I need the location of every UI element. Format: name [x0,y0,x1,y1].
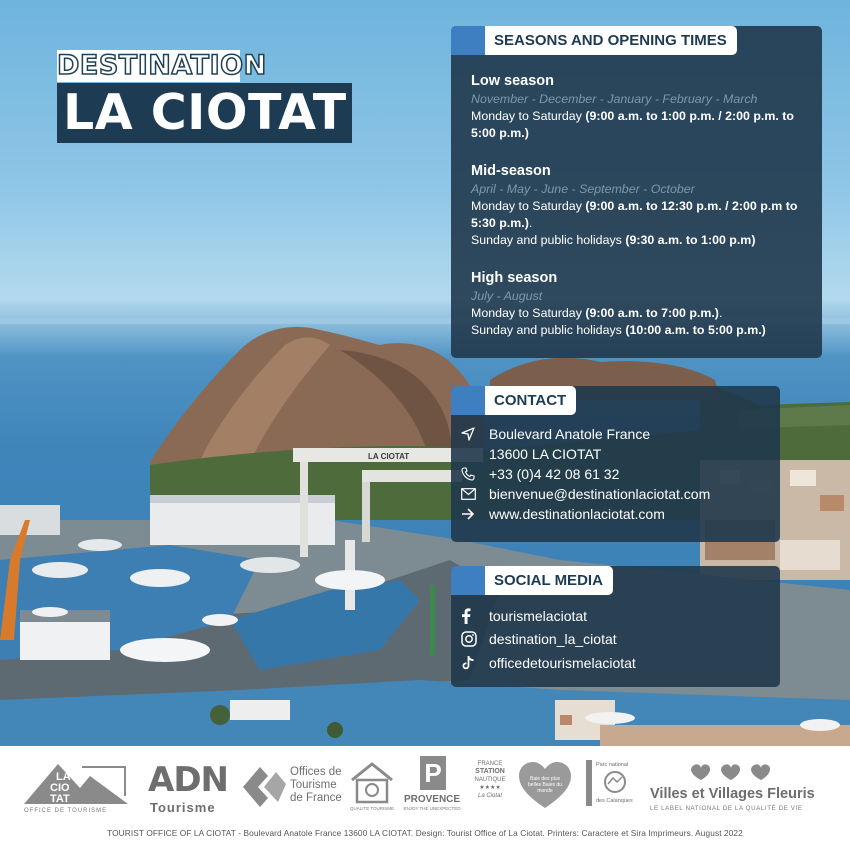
provence-logo-letter: P [420,756,446,790]
high-season-title: High season [471,270,558,286]
logo-qualite-tourisme [348,756,396,826]
laciotat-logo-line2: CIO [50,782,70,794]
email-row[interactable] [461,484,710,504]
header-accent-square [451,26,485,55]
mid-season-sunday-label: Sunday and public holidays [471,233,626,247]
contact-heading: CONTACT [485,386,576,415]
partner-logos [0,756,850,826]
low-season-title: Low season [471,73,554,89]
logo-provence [402,756,462,826]
laciotat-logo-line1: LA [56,771,71,783]
arrow-right-icon [461,504,489,524]
station-logo-stars: ★★★★ [479,785,501,791]
high-season-block [471,269,811,339]
adn-logo-sub: Tourisme [150,800,216,815]
mid-season-weekday-label: Monday to Saturday [471,199,586,213]
calanques-logo-line1: Parc national [596,762,629,768]
low-season-weekday-label: Monday to Saturday [471,109,586,123]
seasons-heading: SEASONS AND OPENING TIMES [485,26,737,55]
high-season-weekday-label: Monday to Saturday [471,306,586,320]
contact-panel-header [451,386,576,415]
adn-logo-main: ADN [148,760,228,800]
high-season-weekday-times: (9:00 a.m. to 7:00 p.m.) [585,306,719,320]
high-season-sunday-times: (10:00 a.m. to 5:00 p.m.) [625,323,766,337]
logo-office-tourisme-laciotat [20,756,132,826]
baie-logo-text: Baie des plus belles Baies du monde [528,776,562,794]
phone-row[interactable] [461,464,619,484]
footer [0,746,850,850]
qualite-logo-sub: QUALITÉ TOURISME [349,806,395,811]
station-logo-line1: FRANCE [477,761,503,767]
station-logo-place: La Ciotat [477,793,502,799]
address-street: Boulevard Anatole France [489,426,651,442]
mid-season-weekday-times: (9:00 a.m. to 12:30 p.m. / 2:00 p.m to 5:30 p.m.) [471,199,798,230]
address-row [461,424,650,464]
mid-season-sunday-times: (9:30 a.m. to 1:00 p.m) [625,233,756,247]
high-season-weekday-period: . [718,306,723,320]
laciotat-logo-line3: TAT [50,793,70,805]
mid-season-weekday-hours [471,198,811,232]
address-city: 13600 LA CIOTAT [489,446,602,462]
calanques-logo-bar [586,760,592,806]
social-heading: SOCIAL MEDIA [485,566,613,595]
laciotat-logo-sub: OFFICE DE TOURISME [24,808,108,814]
villes-logo-main: Villes et Villages Fleuris [650,786,815,802]
high-season-sunday-hours [471,322,811,339]
location-arrow-icon [461,424,489,444]
villes-logo-sub: LE LABEL NATIONAL DE LA QUALITÉ DE VIE [650,805,803,812]
gantry-sign: LA CIOTAT [368,452,410,461]
email-link[interactable]: bienvenue@destinationlaciotat.com [489,486,711,502]
mid-season-weekday-period: . [528,216,533,230]
mid-season-title: Mid-season [471,163,551,179]
station-logo-line2: STATION [475,768,505,775]
social-panel-header [451,566,613,595]
website-row[interactable] [461,504,665,524]
provence-logo-main: PROVENCE [403,794,461,805]
instagram-icon [461,629,489,649]
offices-logo-line2: Tourisme [290,779,337,791]
seasons-panel [451,26,822,358]
page-title: LA CIOTAT [57,83,352,143]
logo-parc-national-calanques [576,756,644,826]
facebook-row[interactable] [461,606,587,626]
facebook-handle[interactable]: tourismelaciotat [489,608,588,624]
mid-season-sunday-hours [471,232,811,249]
low-season-weekday-times: (9:00 a.m. to 1:00 p.m. / 2:00 p.m. to 5:00 p.m.) [471,109,794,140]
logo-plus-belles-baies [517,756,573,826]
seasons-panel-header [451,26,737,55]
provence-logo-sub: ENJOY THE UNEXPECTED [403,806,461,811]
website-link[interactable]: www.destinationlaciotat.com [489,506,665,522]
header-accent-square [451,566,485,595]
low-season-months: November - December - January - February - March [471,92,758,106]
header-accent-square [451,386,485,415]
logo-villes-villages-fleuris [650,756,840,826]
tiktok-row[interactable] [461,653,636,673]
address-text [489,424,650,464]
station-logo-text [468,760,512,800]
calanques-logo-line2: des Calanques [596,798,633,804]
mid-season-months: April - May - June - September - October [471,182,695,196]
instagram-handle[interactable]: destination_la_ciotat [489,631,617,647]
offices-logo-text [290,766,342,805]
social-panel [451,566,780,687]
phone-number[interactable]: +33 (0)4 42 08 61 32 [489,466,620,482]
facebook-icon [461,606,489,626]
low-season-block [471,72,811,142]
high-season-months: July - August [471,289,543,303]
tiktok-handle[interactable]: officedetourismelaciotat [489,655,636,671]
logo-adn-tourisme [148,756,230,826]
logo-france-station-nautique [468,756,512,826]
logo-offices-de-tourisme-de-france [238,756,343,826]
offices-logo-line1: Offices de [290,766,342,778]
offices-logo-line3: de France [290,792,342,804]
calanques-logo-tag: partenaire [576,769,583,793]
envelope-icon [461,484,489,504]
title-kicker: DESTINATION [57,50,267,81]
high-season-sunday-label: Sunday and public holidays [471,323,626,337]
station-logo-line3: NAUTIQUE [474,777,506,783]
tiktok-icon [461,653,489,673]
contact-panel [451,386,780,542]
high-season-weekday-hours [471,305,811,322]
instagram-row[interactable] [461,629,617,649]
phone-icon [461,464,489,484]
mid-season-block [471,162,811,249]
footer-credits: TOURIST OFFICE OF LA CIOTAT - Boulevard Anatole France 13600 LA CIOTAT. Design: Tourist Office of La Ciotat. Printers: Caractere et Sira Imprimeurs. August 2022 [107,828,743,838]
low-season-weekday-hours [471,108,811,142]
